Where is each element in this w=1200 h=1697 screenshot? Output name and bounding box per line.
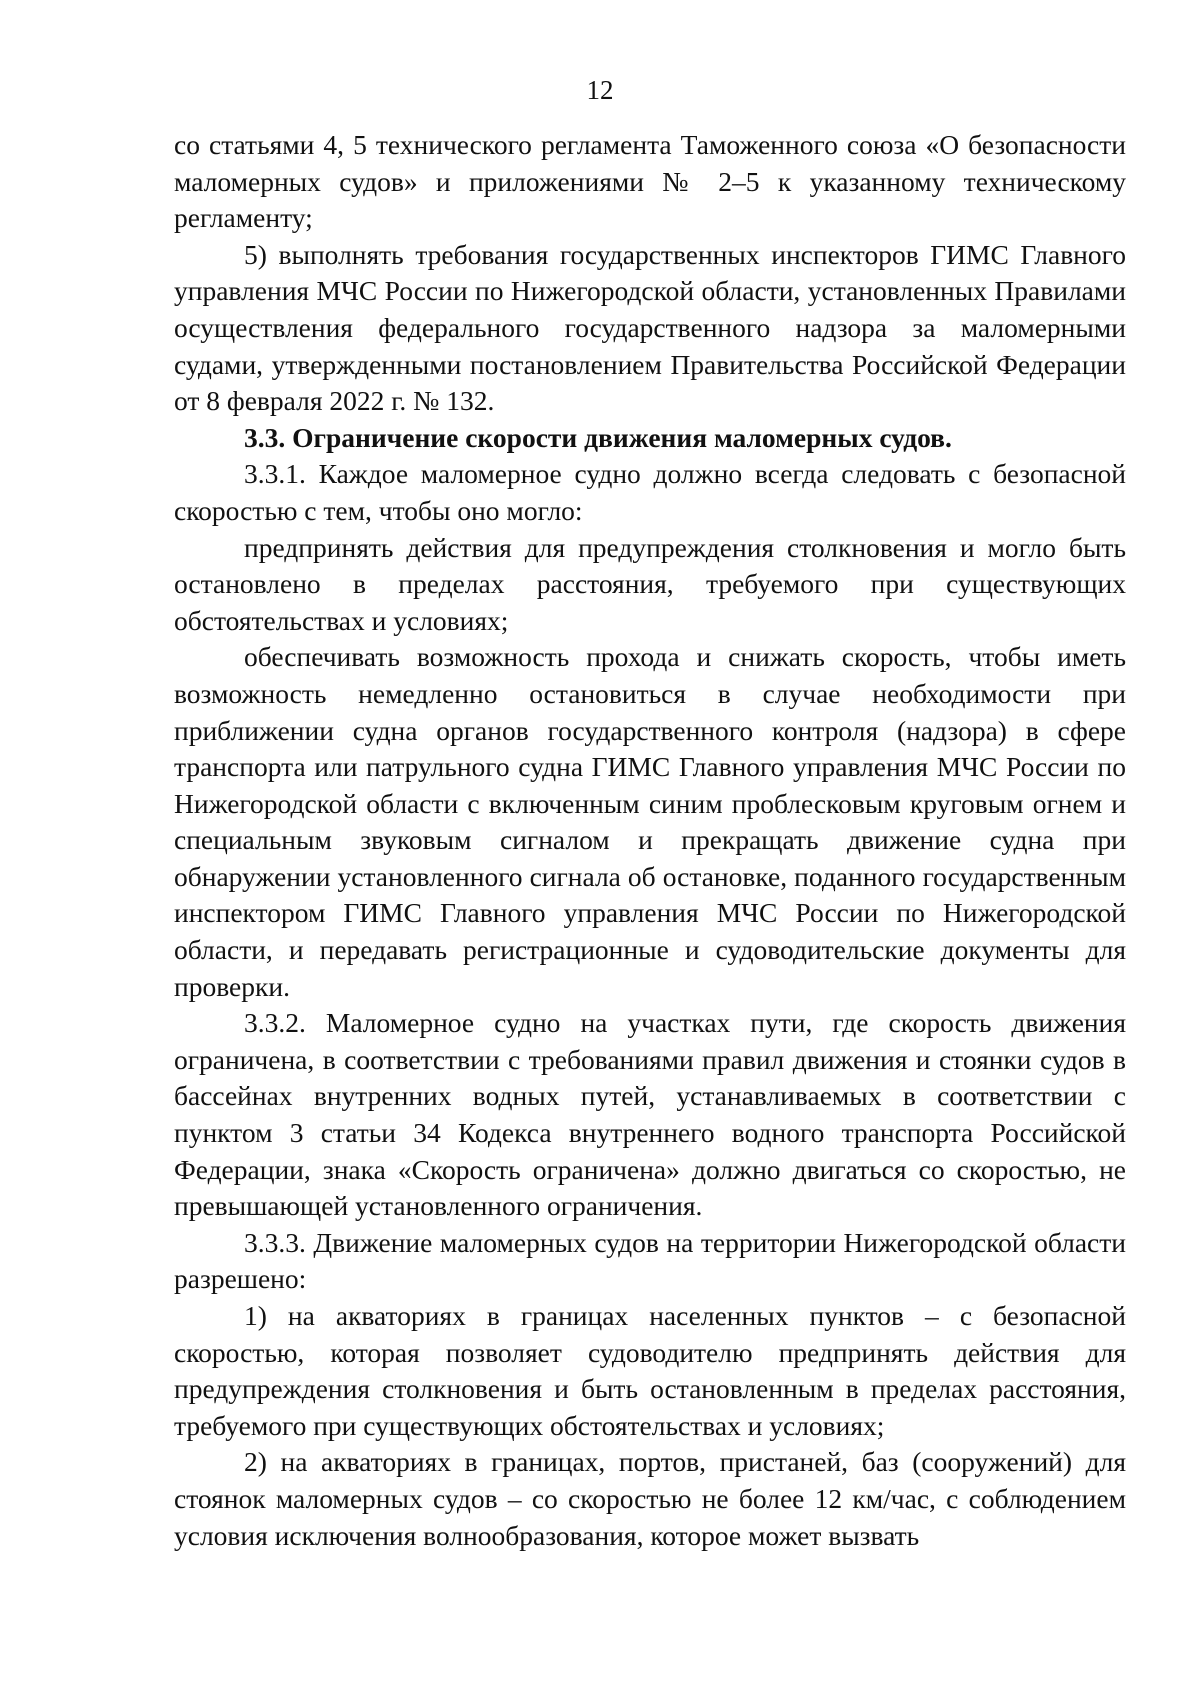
paragraph-3-3-1: 3.3.1. Каждое маломерное судно должно всегда следовать с безопасной скоростью с тем, чтобы оно могло: bbox=[174, 458, 1126, 526]
section-heading-3-3: 3.3. Ограничение скорости движения маломерных судов. bbox=[244, 421, 952, 453]
document-body bbox=[174, 127, 1126, 1554]
paragraph-3-3-1-b: обеспечивать возможность прохода и снижать скорость, чтобы иметь возможность немедленно остановиться в случае необходимости при приближении судна органов государственного контроля (надзора) в сфере транспорта или патрульного судна ГИМС Главного управления МЧС России по Нижегородской области с включенным синим проблесковым круговым огнем и специальным звуковым сигналом и прекращать движение судна при обнаружении установленного сигнала об остановке, поданного государственным инспектором ГИМС Главного управления МЧС России по Нижегородской области, и передавать регистрационные и судоводительские документы для проверки. bbox=[174, 641, 1126, 1002]
paragraph-item-5: 5) выполнять требования государственных инспекторов ГИМС Главного управления МЧС России по Нижегородской области, установленных Правилами осуществления федерального государственного надзора за маломерными судами, утвержденными постановлением Правительства Российской Федерации от 8 февраля 2022 г. № 132. bbox=[174, 238, 1126, 417]
paragraph-continuation: со статьями 4, 5 технического регламента Таможенного союза «О безопасности маломерных судов» и приложениями № 2–5 к указанному техническому регламенту; bbox=[174, 129, 1126, 234]
paragraph-3-3-3-item-1: 1) на акваториях в границах населенных пунктов – с безопасной скоростью, которая позволяет судоводителю предпринять действия для предупреждения столкновения и быть остановленным в пределах расстояния, требуемого при существующих обстоятельствах и условиях; bbox=[174, 1300, 1126, 1441]
paragraph-3-3-2: 3.3.2. Маломерное судно на участках пути, где скорость движения ограничена, в соответствии с требованиями правил движения и стоянки судов в бассейнах внутренних водных путей, устанавливаемых в соответствии с пунктом 3 статьи 34 Кодекса внутреннего водного транспорта Российской Федерации, знака «Скорость ограничена» должно двигаться со скоростью, не превышающей установленного ограничения. bbox=[174, 1007, 1126, 1222]
paragraph-3-3-3: 3.3.3. Движение маломерных судов на территории Нижегородской области разрешено: bbox=[174, 1226, 1126, 1295]
paragraph-3-3-1-a: предпринять действия для предупреждения столкновения и могло быть остановлено в пределах расстояния, требуемого при существующих обстоятельствах и условиях; bbox=[174, 531, 1126, 636]
paragraph-3-3-3-item-2: 2) на акваториях в границах, портов, пристаней, баз (сооружений) для стоянок маломерных судов – со скоростью не более 12 км/час, с соблюдением условия исключения волнообразования, которое может вызвать bbox=[174, 1446, 1126, 1551]
page-number: 12 bbox=[586, 75, 614, 105]
